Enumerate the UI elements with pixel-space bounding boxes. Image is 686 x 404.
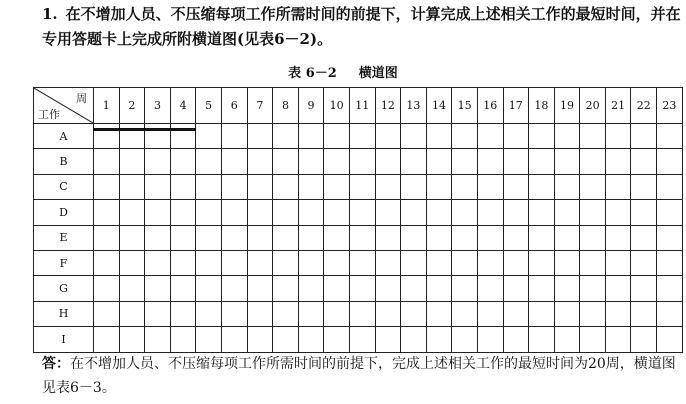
week-axis-label: 周: [76, 92, 87, 105]
week-header-5: 5: [196, 88, 222, 124]
week-header-22: 22: [631, 88, 657, 124]
grid-cell: [94, 149, 120, 174]
work-row-f: [34, 250, 683, 275]
grid-cell: [426, 276, 452, 301]
grid-cell: [273, 327, 299, 352]
grid-cell: [426, 301, 452, 326]
question-number: 1.: [42, 5, 58, 23]
grid-cell: [605, 327, 631, 352]
grid-cell: [375, 276, 401, 301]
grid-cell: [298, 200, 324, 225]
grid-cell: [170, 250, 196, 275]
grid-cell: [657, 200, 683, 225]
grid-cell: [119, 276, 145, 301]
grid-cell: [145, 301, 171, 326]
week-header-19: 19: [554, 88, 580, 124]
grid-cell: [529, 174, 555, 199]
week-header-17: 17: [503, 88, 529, 124]
work-label: H: [34, 301, 94, 326]
grid-cell: [375, 327, 401, 352]
grid-cell: [145, 174, 171, 199]
grid-cell: [221, 174, 247, 199]
grid-cell: [145, 250, 171, 275]
grid-cell: [273, 149, 299, 174]
grid-cell: [119, 250, 145, 275]
grid-cell: [119, 225, 145, 250]
grid-cell: [375, 124, 401, 149]
week-header-15: 15: [452, 88, 478, 124]
work-row-e: [34, 225, 683, 250]
week-header-14: 14: [426, 88, 452, 124]
work-label: I: [34, 327, 94, 352]
week-header-4: 4: [170, 88, 196, 124]
grid-cell: [170, 276, 196, 301]
grid-cell: [605, 301, 631, 326]
grid-cell: [349, 174, 375, 199]
grid-cell: [196, 301, 222, 326]
work-label: D: [34, 200, 94, 225]
schedule-bar-segment: [93, 128, 120, 131]
grid-cell: [426, 200, 452, 225]
grid-cell: [503, 174, 529, 199]
grid-cell: [273, 250, 299, 275]
question-text: [42, 2, 682, 52]
grid-cell: [580, 327, 606, 352]
grid-cell: [452, 225, 478, 250]
grid-cell: [94, 225, 120, 250]
grid-cell: [170, 174, 196, 199]
grid-cell: [298, 301, 324, 326]
table-caption: [0, 62, 686, 81]
question-body: 在不增加人员、不压缩每项工作所需时间的前提下，计算完成上述相关工作的最短时间，并在专用答题卡上完成所附横道图(见表6－2)。: [42, 5, 681, 48]
grid-cell: [324, 250, 350, 275]
grid-cell: [170, 200, 196, 225]
grid-cell: [580, 149, 606, 174]
grid-cell: [426, 174, 452, 199]
grid-cell: [375, 250, 401, 275]
grid-cell: [247, 301, 273, 326]
gantt-table: [33, 87, 683, 353]
grid-cell: [94, 124, 120, 149]
grid-cell: [375, 301, 401, 326]
grid-cell: [477, 149, 503, 174]
grid-cell: [196, 250, 222, 275]
grid-cell: [349, 327, 375, 352]
grid-cell: [657, 250, 683, 275]
work-row-h: [34, 301, 683, 326]
week-header-9: 9: [298, 88, 324, 124]
grid-cell: [452, 149, 478, 174]
grid-cell: [452, 124, 478, 149]
answer-text: [42, 352, 682, 400]
grid-cell: [554, 225, 580, 250]
grid-cell: [452, 301, 478, 326]
work-row-d: [34, 200, 683, 225]
grid-cell: [221, 149, 247, 174]
grid-cell: [221, 301, 247, 326]
work-row-b: [34, 149, 683, 174]
work-label: B: [34, 149, 94, 174]
grid-cell: [631, 174, 657, 199]
grid-cell: [401, 174, 427, 199]
grid-cell: [657, 174, 683, 199]
week-header-7: 7: [247, 88, 273, 124]
grid-cell: [170, 225, 196, 250]
grid-cell: [529, 301, 555, 326]
grid-cell: [221, 124, 247, 149]
grid-cell: [196, 327, 222, 352]
grid-cell: [145, 149, 171, 174]
grid-cell: [247, 276, 273, 301]
grid-cell: [298, 174, 324, 199]
grid-cell: [580, 301, 606, 326]
grid-cell: [605, 276, 631, 301]
grid-cell: [94, 174, 120, 199]
grid-cell: [273, 301, 299, 326]
grid-cell: [477, 327, 503, 352]
week-header-2: 2: [119, 88, 145, 124]
grid-cell: [375, 200, 401, 225]
grid-cell: [477, 124, 503, 149]
grid-cell: [529, 276, 555, 301]
grid-cell: [221, 276, 247, 301]
grid-cell: [170, 327, 196, 352]
grid-cell: [529, 200, 555, 225]
grid-cell: [503, 200, 529, 225]
grid-cell: [554, 301, 580, 326]
week-header-18: 18: [529, 88, 555, 124]
grid-cell: [119, 327, 145, 352]
grid-cell: [580, 124, 606, 149]
work-label: E: [34, 225, 94, 250]
grid-cell: [375, 174, 401, 199]
grid-cell: [554, 276, 580, 301]
grid-cell: [401, 225, 427, 250]
work-row-g: [34, 276, 683, 301]
grid-cell: [605, 124, 631, 149]
grid-cell: [298, 250, 324, 275]
grid-cell: [631, 301, 657, 326]
grid-cell: [119, 301, 145, 326]
grid-cell: [273, 124, 299, 149]
grid-cell: [605, 250, 631, 275]
grid-cell: [324, 327, 350, 352]
week-header-10: 10: [324, 88, 350, 124]
grid-cell: [503, 124, 529, 149]
grid-cell: [401, 327, 427, 352]
answer-label: 答：: [42, 356, 70, 372]
grid-cell: [298, 124, 324, 149]
grid-cell: [529, 250, 555, 275]
grid-cell: [349, 301, 375, 326]
grid-cell: [273, 174, 299, 199]
grid-cell: [605, 149, 631, 174]
grid-cell: [324, 149, 350, 174]
week-header-8: 8: [273, 88, 299, 124]
grid-cell: [554, 200, 580, 225]
header-row: [34, 88, 683, 124]
grid-cell: [145, 124, 171, 149]
grid-cell: [94, 200, 120, 225]
grid-cell: [657, 327, 683, 352]
grid-cell: [119, 174, 145, 199]
grid-cell: [503, 327, 529, 352]
grid-cell: [119, 149, 145, 174]
grid-cell: [657, 301, 683, 326]
grid-cell: [94, 276, 120, 301]
work-label: F: [34, 250, 94, 275]
grid-cell: [221, 250, 247, 275]
grid-cell: [298, 276, 324, 301]
week-header-21: 21: [605, 88, 631, 124]
grid-cell: [170, 301, 196, 326]
grid-cell: [119, 124, 145, 149]
work-row-i: [34, 327, 683, 352]
grid-cell: [196, 276, 222, 301]
grid-cell: [349, 200, 375, 225]
grid-cell: [247, 174, 273, 199]
grid-cell: [426, 124, 452, 149]
grid-cell: [298, 149, 324, 174]
grid-cell: [401, 276, 427, 301]
grid-cell: [196, 200, 222, 225]
grid-cell: [657, 276, 683, 301]
schedule-bar-segment: [170, 128, 197, 131]
grid-cell: [273, 276, 299, 301]
grid-cell: [657, 149, 683, 174]
grid-cell: [247, 250, 273, 275]
work-row-a: [34, 124, 683, 149]
grid-cell: [580, 174, 606, 199]
grid-cell: [477, 301, 503, 326]
grid-cell: [452, 250, 478, 275]
grid-cell: [503, 250, 529, 275]
grid-cell: [580, 250, 606, 275]
week-header-23: 23: [657, 88, 683, 124]
grid-cell: [426, 149, 452, 174]
grid-cell: [503, 301, 529, 326]
week-header-12: 12: [375, 88, 401, 124]
grid-cell: [247, 149, 273, 174]
grid-cell: [426, 225, 452, 250]
grid-cell: [452, 327, 478, 352]
grid-cell: [375, 149, 401, 174]
grid-cell: [401, 149, 427, 174]
grid-cell: [324, 276, 350, 301]
grid-cell: [94, 301, 120, 326]
grid-cell: [477, 174, 503, 199]
grid-cell: [580, 225, 606, 250]
grid-cell: [349, 124, 375, 149]
grid-cell: [631, 149, 657, 174]
grid-cell: [631, 250, 657, 275]
grid-cell: [503, 276, 529, 301]
grid-cell: [221, 327, 247, 352]
grid-cell: [477, 225, 503, 250]
grid-cell: [221, 200, 247, 225]
grid-cell: [605, 174, 631, 199]
grid-cell: [477, 276, 503, 301]
grid-cell: [145, 225, 171, 250]
grid-cell: [631, 327, 657, 352]
table-caption-title: 横道图: [358, 66, 398, 81]
grid-cell: [503, 225, 529, 250]
grid-cell: [529, 327, 555, 352]
grid-cell: [145, 276, 171, 301]
grid-cell: [324, 124, 350, 149]
grid-cell: [324, 225, 350, 250]
grid-cell: [119, 200, 145, 225]
week-header-20: 20: [580, 88, 606, 124]
answer-body: 在不增加人员、不压缩每项工作所需时间的前提下，完成上述相关工作的最短时间为20周，横道图见表6－3。: [42, 356, 676, 396]
grid-cell: [554, 250, 580, 275]
grid-cell: [298, 327, 324, 352]
grid-cell: [401, 301, 427, 326]
grid-cell: [170, 149, 196, 174]
grid-cell: [196, 174, 222, 199]
grid-cell: [196, 225, 222, 250]
grid-cell: [247, 124, 273, 149]
week-header-3: 3: [145, 88, 171, 124]
grid-cell: [580, 276, 606, 301]
grid-cell: [170, 124, 196, 149]
grid-cell: [554, 327, 580, 352]
grid-cell: [298, 225, 324, 250]
grid-cell: [401, 200, 427, 225]
grid-cell: [349, 276, 375, 301]
grid-cell: [324, 200, 350, 225]
grid-cell: [349, 225, 375, 250]
grid-cell: [426, 250, 452, 275]
week-header-16: 16: [477, 88, 503, 124]
grid-cell: [657, 225, 683, 250]
work-label: A: [34, 124, 94, 149]
grid-cell: [631, 225, 657, 250]
grid-cell: [401, 250, 427, 275]
grid-cell: [631, 124, 657, 149]
grid-cell: [349, 149, 375, 174]
grid-cell: [145, 327, 171, 352]
grid-cell: [349, 250, 375, 275]
grid-cell: [503, 149, 529, 174]
grid-cell: [426, 327, 452, 352]
grid-cell: [529, 124, 555, 149]
grid-cell: [247, 327, 273, 352]
grid-cell: [324, 174, 350, 199]
grid-cell: [580, 200, 606, 225]
grid-cell: [196, 149, 222, 174]
work-row-c: [34, 174, 683, 199]
grid-cell: [273, 200, 299, 225]
grid-cell: [477, 250, 503, 275]
week-header-11: 11: [349, 88, 375, 124]
grid-cell: [554, 174, 580, 199]
grid-cell: [554, 149, 580, 174]
corner-header-cell: [34, 88, 94, 124]
grid-cell: [401, 124, 427, 149]
grid-cell: [529, 149, 555, 174]
grid-cell: [452, 174, 478, 199]
grid-cell: [324, 301, 350, 326]
schedule-bar-segment: [119, 128, 146, 131]
grid-cell: [477, 200, 503, 225]
grid-cell: [605, 200, 631, 225]
grid-cell: [375, 225, 401, 250]
grid-cell: [247, 200, 273, 225]
grid-cell: [94, 250, 120, 275]
grid-cell: [196, 124, 222, 149]
week-header-1: 1: [94, 88, 120, 124]
work-label: C: [34, 174, 94, 199]
work-label: G: [34, 276, 94, 301]
grid-cell: [657, 124, 683, 149]
week-header-6: 6: [221, 88, 247, 124]
grid-cell: [247, 225, 273, 250]
grid-cell: [631, 276, 657, 301]
grid-cell: [631, 200, 657, 225]
work-axis-label: 工作: [38, 108, 60, 121]
grid-cell: [605, 225, 631, 250]
week-header-13: 13: [401, 88, 427, 124]
grid-cell: [554, 124, 580, 149]
grid-cell: [452, 200, 478, 225]
grid-cell: [94, 327, 120, 352]
grid-cell: [452, 276, 478, 301]
table-caption-number: 表 6－2: [288, 66, 337, 81]
grid-cell: [221, 225, 247, 250]
grid-cell: [529, 225, 555, 250]
schedule-bar-segment: [144, 128, 171, 131]
grid-cell: [273, 225, 299, 250]
grid-cell: [145, 200, 171, 225]
